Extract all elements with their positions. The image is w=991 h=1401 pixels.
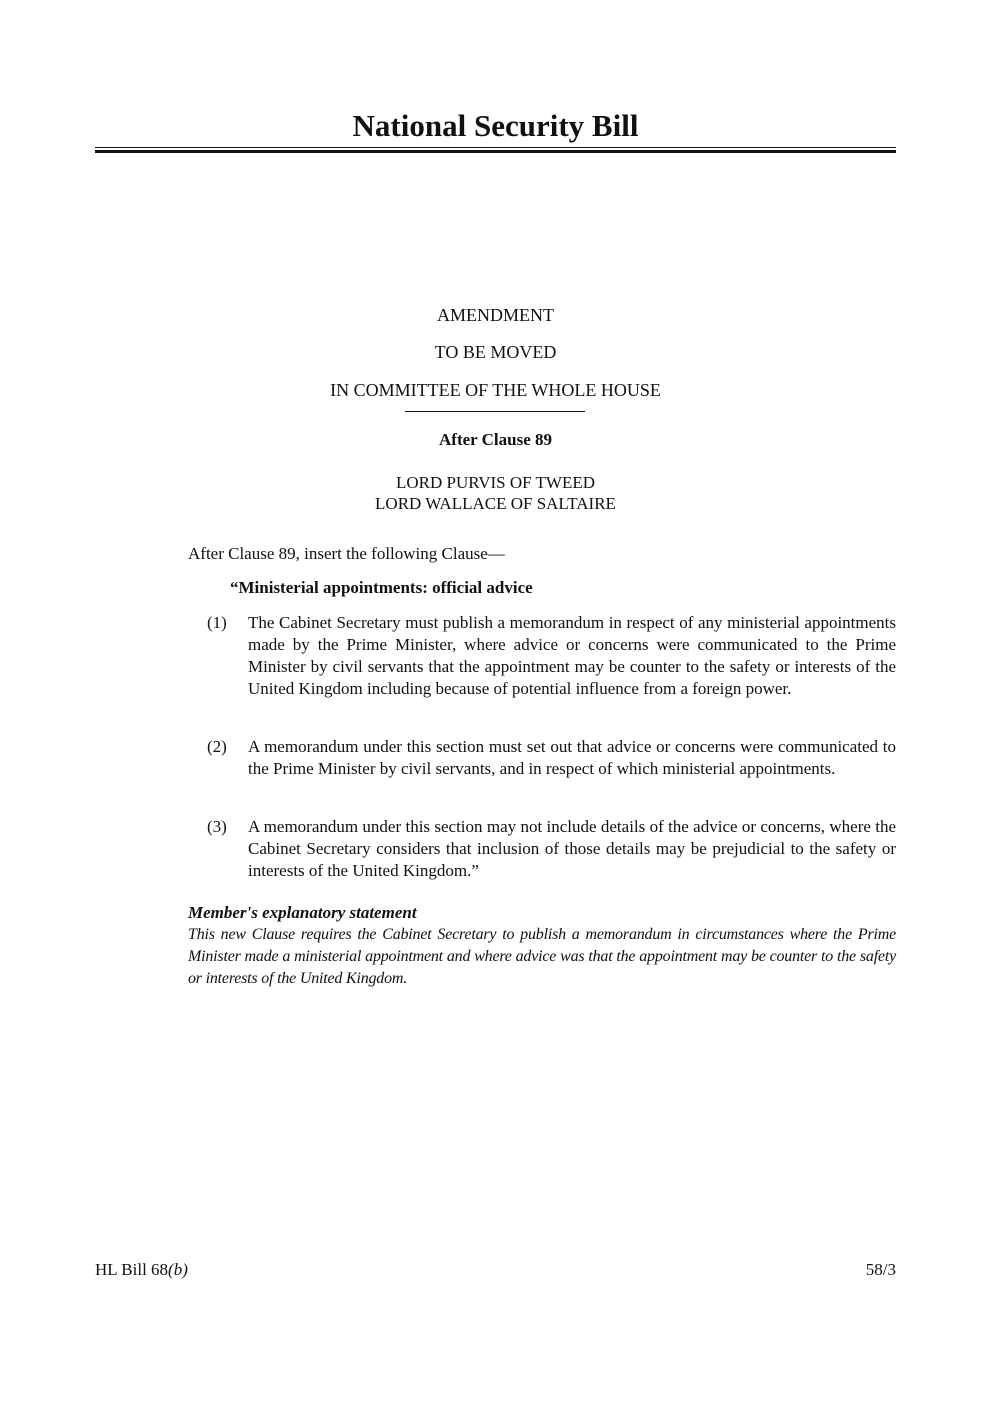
bill-suffix: (b) [168, 1260, 188, 1279]
sponsor: LORD WALLACE OF SALTAIRE [375, 494, 616, 513]
statement-text: This new Clause requires the Cabinet Secretary to publish a memorandum in circumstances where the Prime Minister made a ministerial appointment and where advice was that the appointment may be counter to the safety or interests of the United Kingdom. [188, 926, 896, 987]
statement-heading: Member's explanatory statement [188, 903, 417, 922]
explanatory-statement [188, 902, 896, 990]
amendment-position: After Clause 89 [439, 430, 552, 449]
subsection [188, 736, 896, 780]
subsection-text: The Cabinet Secretary must publish a memorandum in respect of any ministerial appointments made by the Prime Minister, where advice or concerns were communicated to the Prime Minister by civil servants that the appointment may be counter to the safety or interests of the United Kingdom including because of potential influence from a foreign power. [248, 613, 896, 698]
amendment-label: AMENDMENT [437, 305, 554, 325]
subsection-number: (3) [207, 817, 227, 836]
subsection-number: (2) [207, 737, 227, 756]
page-reference: 58/3 [865, 1260, 896, 1279]
document-title: National Security Bill [352, 108, 639, 143]
bill-number: HL Bill 68 [95, 1260, 169, 1279]
subsection-text: A memorandum under this section may not include details of the advice or concerns, where the Cabinet Secretary considers that inclusion of those details may be prejudicial to the safety or interests of the United Kingdom.” [248, 817, 896, 880]
title-rule-thick [95, 150, 896, 153]
clause-heading: “Ministerial appointments: official advice [230, 578, 533, 597]
amendment-intro: After Clause 89, insert the following Clause— [188, 544, 505, 563]
subsection [188, 612, 896, 700]
subsection-text: A memorandum under this section must set out that advice or concerns were communicated to the Prime Minister by civil servants, and in respect of which ministerial appointments. [248, 737, 896, 778]
subsection-number: (1) [207, 613, 227, 632]
sponsor: LORD PURVIS OF TWEED [395, 473, 596, 492]
subsection [188, 816, 896, 882]
divider [405, 411, 585, 412]
title-rule-thin [95, 147, 896, 148]
committee-label: IN COMMITTEE OF THE WHOLE HOUSE [330, 380, 661, 400]
to-be-moved-label: TO BE MOVED [434, 342, 557, 362]
bill-reference [95, 1260, 188, 1280]
